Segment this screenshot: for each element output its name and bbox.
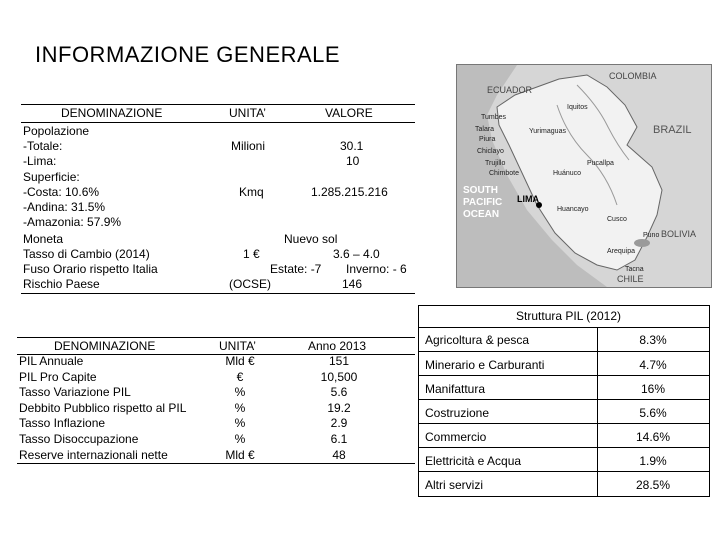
- map-city-talara: Talara: [475, 126, 495, 133]
- pop-totale-value: 30.1: [340, 139, 364, 153]
- map-label-colombia: COLOMBIA: [609, 71, 657, 81]
- map-city-puno: Puno: [643, 232, 660, 239]
- pil-row-unit: %: [234, 400, 246, 415]
- cambio-unit: 1 €: [243, 247, 260, 261]
- label-rischio: Rischio Paese: [23, 277, 100, 291]
- label-moneta: Moneta: [23, 232, 64, 246]
- pil-row-unit: %: [234, 416, 246, 431]
- map-city-chiclayo: Chiclayo: [477, 148, 504, 155]
- peru-map-graphic: [457, 65, 711, 287]
- struttura-pil-row: [419, 471, 709, 496]
- struttura-pil-sector: Elettricità e Acqua: [425, 454, 522, 468]
- pil-row-label: PIL Pro Capite: [19, 369, 97, 384]
- pop-unit: Milioni: [231, 139, 266, 153]
- pil-row-unit: Mld €: [225, 354, 255, 368]
- map-label-ocean-2: PACIFIC: [463, 197, 503, 208]
- label-sup-costa: -Costa: 10.6%: [23, 185, 100, 199]
- pil-row-value: 151: [328, 354, 350, 368]
- pop-lima-value: 10: [346, 154, 360, 168]
- struttura-pil-sector: Costruzione: [425, 406, 490, 420]
- pil-row-label: PIL Annuale: [19, 354, 84, 368]
- pil-row-value: 6.1: [330, 432, 348, 446]
- map-city-chimbote: Chimbote: [489, 170, 519, 177]
- map-label-chile: CHILE: [617, 274, 644, 284]
- struttura-pil-sector: Commercio: [425, 430, 487, 444]
- struttura-pil-row: [419, 423, 709, 448]
- pil-row-value: 2.9: [330, 416, 348, 431]
- map-city-huanuco: Huánuco: [553, 170, 582, 177]
- label-sup-amazonia: -Amazonia: 57.9%: [23, 215, 122, 229]
- struttura-pil-percentage: 1.9%: [639, 454, 667, 468]
- page-title: INFORMAZIONE GENERALE: [35, 42, 341, 67]
- general-table-body: [21, 122, 415, 294]
- struttura-pil-row: [419, 447, 709, 472]
- struttura-pil-row: [419, 327, 709, 351]
- rischio-value: 146: [342, 277, 363, 291]
- struttura-pil-sector: Minerario e Carburanti: [425, 358, 545, 372]
- label-fuso: Fuso Orario rispetto Italia: [23, 262, 158, 276]
- map-label-ocean-1: SOUTH: [463, 185, 498, 196]
- pil-row-label: Tasso Inflazione: [19, 416, 106, 431]
- map-label-brazil: BRAZIL: [653, 124, 692, 136]
- label-pop-lima: -Lima:: [23, 154, 57, 168]
- moneta-value: Nuevo sol: [284, 232, 338, 246]
- pil-header-anno: Anno 2013: [308, 339, 367, 353]
- pil-row-value: 5.6: [330, 385, 348, 400]
- struttura-pil-row: [419, 375, 709, 400]
- map-city-tacna: Tacna: [625, 266, 644, 273]
- label-pop-totale: -Totale:: [23, 139, 63, 153]
- pil-row-label: Tasso Disoccupazione: [19, 432, 139, 446]
- map-city-yurimaguas: Yurimaguas: [529, 128, 566, 135]
- pil-header-unita: UNITA’: [219, 339, 256, 353]
- struttura-pil-row: [419, 399, 709, 424]
- pil-row-label: Reserve internazionali nette: [19, 447, 168, 462]
- map-city-tumbes: Tumbes: [481, 114, 507, 121]
- lake-titicaca: [634, 239, 650, 247]
- pil-row-label: Debbito Pubblico rispetto al PIL: [19, 400, 187, 415]
- struttura-pil-percentage: 8.3%: [639, 333, 667, 347]
- map-label-bolivia: BOLIVIA: [661, 229, 697, 239]
- pil-row-unit: %: [234, 385, 246, 400]
- header-unita: UNITA’: [229, 106, 266, 120]
- pil-header-denominazione: DENOMINAZIONE: [54, 339, 156, 353]
- map-label-lima: LIMA: [517, 194, 539, 204]
- sup-unit: Kmq: [239, 185, 264, 199]
- label-sup-andina: -Andina: 31.5%: [23, 200, 106, 214]
- map-city-iquitos: Iquitos: [567, 104, 588, 111]
- cambio-value: 3.6 – 4.0: [333, 247, 380, 261]
- pil-row-value: 48: [332, 447, 346, 462]
- struttura-pil-row: [419, 351, 709, 376]
- pil-row-value: 19.2: [327, 400, 351, 415]
- header-valore: VALORE: [325, 106, 373, 120]
- struttura-pil-percentage: 16%: [640, 382, 666, 396]
- peru-map: [456, 64, 712, 288]
- general-table-header: [21, 104, 415, 123]
- map-city-arequipa: Arequipa: [607, 248, 636, 255]
- pil-row-unit: €: [236, 369, 244, 384]
- label-superficie: Superficie:: [23, 170, 80, 184]
- struttura-pil-sector: Agricoltura & pesca: [425, 333, 530, 347]
- struttura-pil-table: [418, 305, 710, 497]
- pil-table-bottom-rule: [17, 463, 415, 464]
- pil-table: [17, 329, 415, 464]
- pil-row-label: Tasso Variazione PIL: [19, 385, 131, 400]
- pil-row-unit: %: [234, 432, 246, 446]
- header-denominazione: DENOMINAZIONE: [61, 106, 163, 120]
- struttura-pil-caption: Struttura PIL (2012): [516, 309, 621, 323]
- fuso-inverno: Inverno: - 6: [346, 262, 407, 276]
- map-city-piura: Piura: [479, 136, 496, 143]
- label-popolazione: Popolazione: [23, 124, 90, 138]
- sup-value: 1.285.215.216: [311, 185, 388, 199]
- map-city-trujillo: Trujillo: [485, 160, 506, 167]
- map-city-pucallpa: Pucallpa: [587, 160, 614, 167]
- general-info-table: [21, 104, 415, 294]
- map-city-huancayo: Huancayo: [557, 206, 589, 213]
- struttura-pil-caption-row: [419, 306, 709, 328]
- fuso-estate: Estate: -7: [270, 262, 322, 276]
- struttura-pil-percentage: 14.6%: [635, 430, 671, 444]
- pil-row-unit: Mld €: [225, 447, 255, 462]
- map-label-ecuador: ECUADOR: [487, 85, 533, 95]
- struttura-pil-percentage: 5.6%: [639, 406, 667, 420]
- pil-table-header: [17, 337, 415, 355]
- pil-row-value: 10,500: [320, 369, 358, 384]
- rischio-unit: (OCSE): [229, 277, 271, 291]
- map-label-ocean-3: OCEAN: [463, 209, 500, 220]
- label-cambio: Tasso di Cambio (2014): [23, 247, 150, 261]
- struttura-pil-percentage: 4.7%: [639, 358, 667, 372]
- struttura-pil-sector: Manifattura: [425, 382, 486, 396]
- struttura-pil-percentage: 28.5%: [635, 478, 671, 492]
- struttura-pil-sector: Altri servizi: [425, 478, 484, 492]
- map-city-cusco: Cusco: [607, 216, 627, 223]
